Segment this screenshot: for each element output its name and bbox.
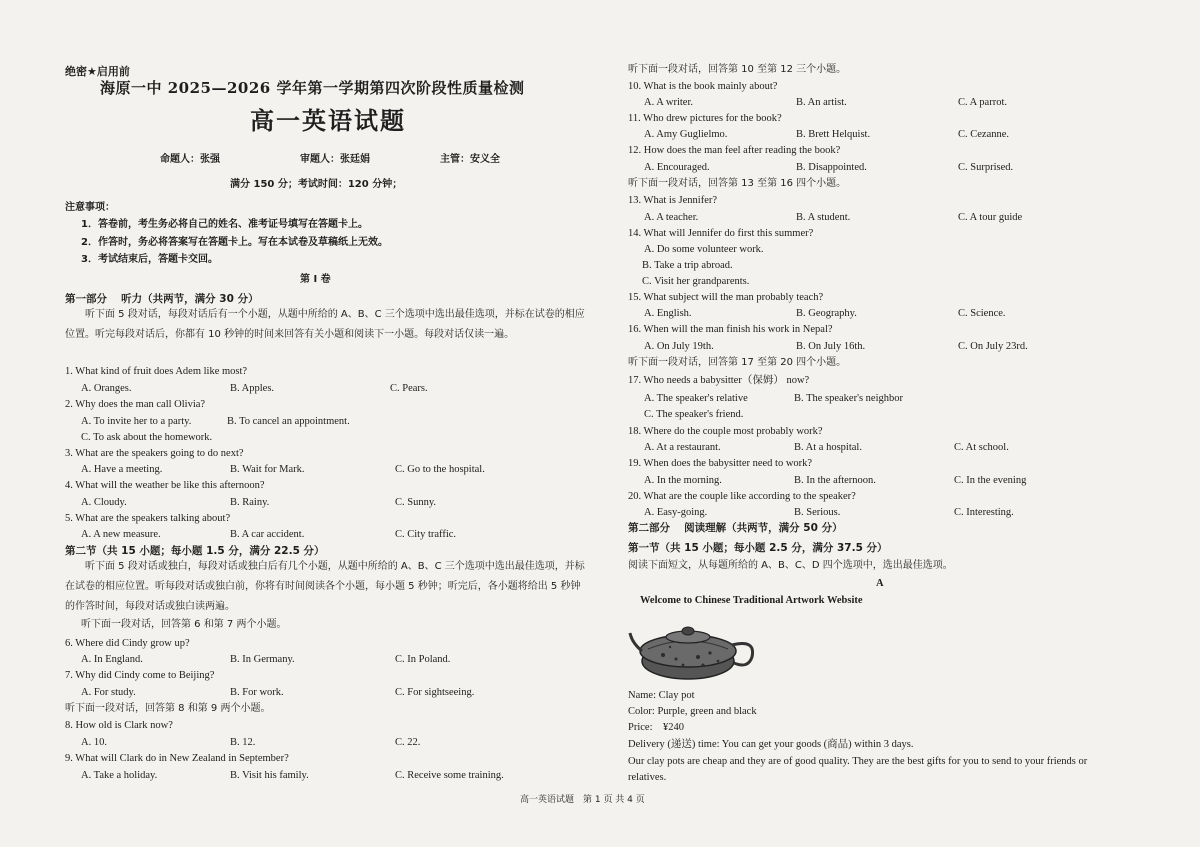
q19-option-c: C. In the evening	[954, 475, 1027, 486]
question-1: 1. What kind of fruit does Adem like most?	[65, 366, 248, 377]
q9-option-a: A. Take a holiday.	[81, 770, 158, 781]
notes-heading: 注意事项：	[65, 202, 115, 213]
part1-section1-intro: 听下面 5 段对话，每段对话后有一个小题，从题中所给的 A、B、C 三个选项中选出最佳选项，并标在试卷的相应位置。听完每段对话后，你都有 10 秒钟的时间来回答有关小题和阅读下一小题。每段对话仅读一遍。	[65, 309, 585, 340]
q8-option-a: A. 10.	[81, 737, 107, 748]
q6-option-b: B. In Germany.	[230, 654, 295, 665]
part1-heading: 第一部分 听力（共两节，满分 30 分）	[65, 293, 259, 305]
product-description-line2: relatives.	[628, 772, 667, 783]
q17-option-a: A. The speaker's relative	[644, 393, 748, 404]
question-9: 9. What will Clark do in New Zealand in September?	[65, 753, 289, 764]
group-13-16-instruction: 听下面一段对话，回答第 13 至第 16 四个小题。	[628, 178, 847, 189]
q17-option-b: B. The speaker's neighbor	[794, 393, 904, 404]
q6-option-c: C. In Poland.	[395, 654, 451, 665]
reviewer-label: 审题人：张廷娟	[300, 154, 370, 165]
supervisor-label: 主管：安义全	[440, 154, 500, 165]
q16-option-a: A. On July 19th.	[644, 341, 714, 352]
q3-option-c: C. Go to the hospital.	[395, 464, 485, 475]
question-3: 3. What are the speakers going to do next?	[65, 448, 244, 459]
q12-option-c: C. Surprised.	[958, 162, 1014, 173]
q5-option-a: A. A new measure.	[81, 529, 161, 540]
question-6: 6. Where did Cindy grow up?	[65, 638, 190, 649]
product-price: Price: ¥240	[628, 722, 684, 733]
q1-option-a: A. Oranges.	[81, 383, 132, 394]
group-8-9-instruction: 听下面一段对话，回答第 8 和第 9 两个小题。	[65, 703, 271, 714]
page-footer: 高一英语试题 第 1 页 共 4 页	[520, 795, 645, 805]
note-item-1: 1．答卷前，考生务必将自己的姓名、准考证号填写在答题卡上。	[81, 219, 368, 230]
question-10: 10. What is the book mainly about?	[628, 81, 778, 92]
part2-heading: 第二部分 阅读理解（共两节，满分 50 分）	[628, 522, 843, 534]
q20-option-a: A. Easy-going.	[644, 507, 708, 518]
score-time-line: 满分 150 分；考试时间：120 分钟；	[230, 179, 403, 190]
q9-option-b: B. Visit his family.	[230, 770, 309, 781]
page-title: 高一英语试题	[250, 106, 406, 135]
group-17-20-instruction: 听下面一段对话，回答第 17 至第 20 四个小题。	[628, 357, 847, 368]
q18-option-b: B. At a hospital.	[794, 442, 862, 453]
clay-teapot-image	[628, 609, 758, 684]
question-2: 2. Why does the man call Olivia?	[65, 399, 206, 410]
note-item-3: 3．考试结束后，答题卡交回。	[81, 254, 218, 265]
question-15: 15. What subject will the man probably teach?	[628, 292, 824, 303]
q5-option-b: B. A car accident.	[230, 529, 305, 540]
q18-option-c: C. At school.	[954, 442, 1009, 453]
question-5: 5. What are the speakers talking about?	[65, 513, 231, 524]
part2-section1-heading: 第一节（共 15 小题；每小题 2.5 分，满分 37.5 分）	[628, 542, 888, 554]
q15-option-c: C. Science.	[958, 308, 1006, 319]
q2-option-c: C. To ask about the homework.	[81, 432, 213, 443]
reading-instruction: 阅读下面短文，从每题所给的 A、B、C、D 四个选项中，选出最佳选项。	[628, 560, 953, 571]
question-18: 18. Where do the couple most probably work?	[628, 426, 823, 437]
q13-option-a: A. A teacher.	[644, 212, 699, 223]
q10-option-c: C. A parrot.	[958, 97, 1007, 108]
q10-option-b: B. An artist.	[796, 97, 847, 108]
question-11: 11. Who drew pictures for the book?	[628, 113, 782, 124]
q14-option-c: C. Visit her grandparents.	[642, 276, 750, 287]
part1-section2-intro: 听下面 5 段对话或独白，每段对话或独白后有几个小题，从题中所给的 A、B、C 三个选项中选出最佳选项，并标在试卷的相应位置。听每段对话或独白前，你将有时间阅读各个小题，每小题 5 秒钟；听完后，各小题将给出 5 秒钟的作答时间，每段对话或独白读两遍。	[65, 561, 585, 612]
question-4: 4. What will the weather be like this afternoon?	[65, 480, 265, 491]
question-8: 8. How old is Clark now?	[65, 720, 173, 731]
question-12: 12. How does the man feel after reading the book?	[628, 145, 841, 156]
q7-option-b: B. For work.	[230, 687, 284, 698]
q4-option-c: C. Sunny.	[395, 497, 437, 508]
question-13: 13. What is Jennifer?	[628, 195, 718, 206]
question-7: 7. Why did Cindy come to Beijing?	[65, 670, 215, 681]
q17-option-c: C. The speaker's friend.	[644, 409, 744, 420]
q19-option-b: B. In the afternoon.	[794, 475, 876, 486]
q3-option-b: B. Wait for Mark.	[230, 464, 305, 475]
q7-option-a: A. For study.	[81, 687, 136, 698]
passage-letter: A	[876, 578, 884, 589]
q19-option-a: A. In the morning.	[644, 475, 722, 486]
q16-option-c: C. On July 23rd.	[958, 341, 1028, 352]
note-item-2: 2．作答时，务必将答案写在答题卡上。写在本试卷及草稿纸上无效。	[81, 237, 388, 248]
volume-one-heading: 第 I 卷	[300, 274, 331, 285]
q12-option-b: B. Disappointed.	[796, 162, 867, 173]
question-16: 16. When will the man finish his work in Nepal?	[628, 324, 833, 335]
q1-option-b: B. Apples.	[230, 383, 275, 394]
top-secret-label: 绝密★启用前	[65, 65, 130, 78]
q8-option-b: B. 12.	[230, 737, 256, 748]
q11-option-a: A. Amy Guglielmo.	[644, 129, 728, 140]
q2-option-b: B. To cancel an appointment.	[227, 416, 350, 427]
q15-option-a: A. English.	[644, 308, 692, 319]
question-14: 14. What will Jennifer do first this summer?	[628, 228, 814, 239]
q4-option-b: B. Rainy.	[230, 497, 270, 508]
product-description-line1: Our clay pots are cheap and they are of good quality. They are the best gifts for you to send to your friends or	[628, 756, 1088, 767]
group-6-7-instruction: 听下面一段对话，回答第 6 和第 7 两个小题。	[81, 619, 287, 630]
q14-option-b: B. Take a trip abroad.	[642, 260, 733, 271]
q9-option-c: C. Receive some training.	[395, 770, 504, 781]
product-color: Color: Purple, green and black	[628, 706, 757, 717]
q20-option-b: B. Serious.	[794, 507, 841, 518]
product-name: Name: Clay pot	[628, 690, 695, 701]
part1-section2-heading: 第二节（共 15 小题；每小题 1.5 分，满分 22.5 分）	[65, 545, 325, 557]
q5-option-c: C. City traffic.	[395, 529, 457, 540]
q11-option-b: B. Brett Helquist.	[796, 129, 871, 140]
question-20: 20. What are the couple like according to the speaker?	[628, 491, 856, 502]
q12-option-a: A. Encouraged.	[644, 162, 710, 173]
q13-option-c: C. A tour guide	[958, 212, 1023, 223]
q2-option-a: A. To invite her to a party.	[81, 416, 192, 427]
school-exam-line: 海原一中 2025—2026 学年第一学期第四次阶段性质量检测	[100, 79, 525, 97]
q15-option-b: B. Geography.	[796, 308, 857, 319]
q3-option-a: A. Have a meeting.	[81, 464, 163, 475]
q11-option-c: C. Cezanne.	[958, 129, 1010, 140]
q13-option-b: B. A student.	[796, 212, 851, 223]
group-10-12-instruction: 听下面一段对话，回答第 10 至第 12 三个小题。	[628, 64, 847, 75]
setter-label: 命题人：张强	[160, 154, 220, 165]
q4-option-a: A. Cloudy.	[81, 497, 127, 508]
question-17: 17. Who needs a babysitter（保姆） now?	[628, 375, 810, 386]
q7-option-c: C. For sightseeing.	[395, 687, 475, 698]
q16-option-b: B. On July 16th.	[796, 341, 866, 352]
q6-option-a: A. In England.	[81, 654, 143, 665]
q18-option-a: A. At a restaurant.	[644, 442, 721, 453]
q10-option-a: A. A writer.	[644, 97, 693, 108]
q8-option-c: C. 22.	[395, 737, 421, 748]
product-delivery: Delivery (递送) time: You can get your goods (商品) within 3 days.	[628, 739, 914, 750]
passage-title: Welcome to Chinese Traditional Artwork Website	[640, 595, 863, 606]
q1-option-c: C. Pears.	[390, 383, 428, 394]
q14-option-a: A. Do some volunteer work.	[644, 244, 764, 255]
question-19: 19. When does the babysitter need to work?	[628, 458, 813, 469]
q20-option-c: C. Interesting.	[954, 507, 1014, 518]
